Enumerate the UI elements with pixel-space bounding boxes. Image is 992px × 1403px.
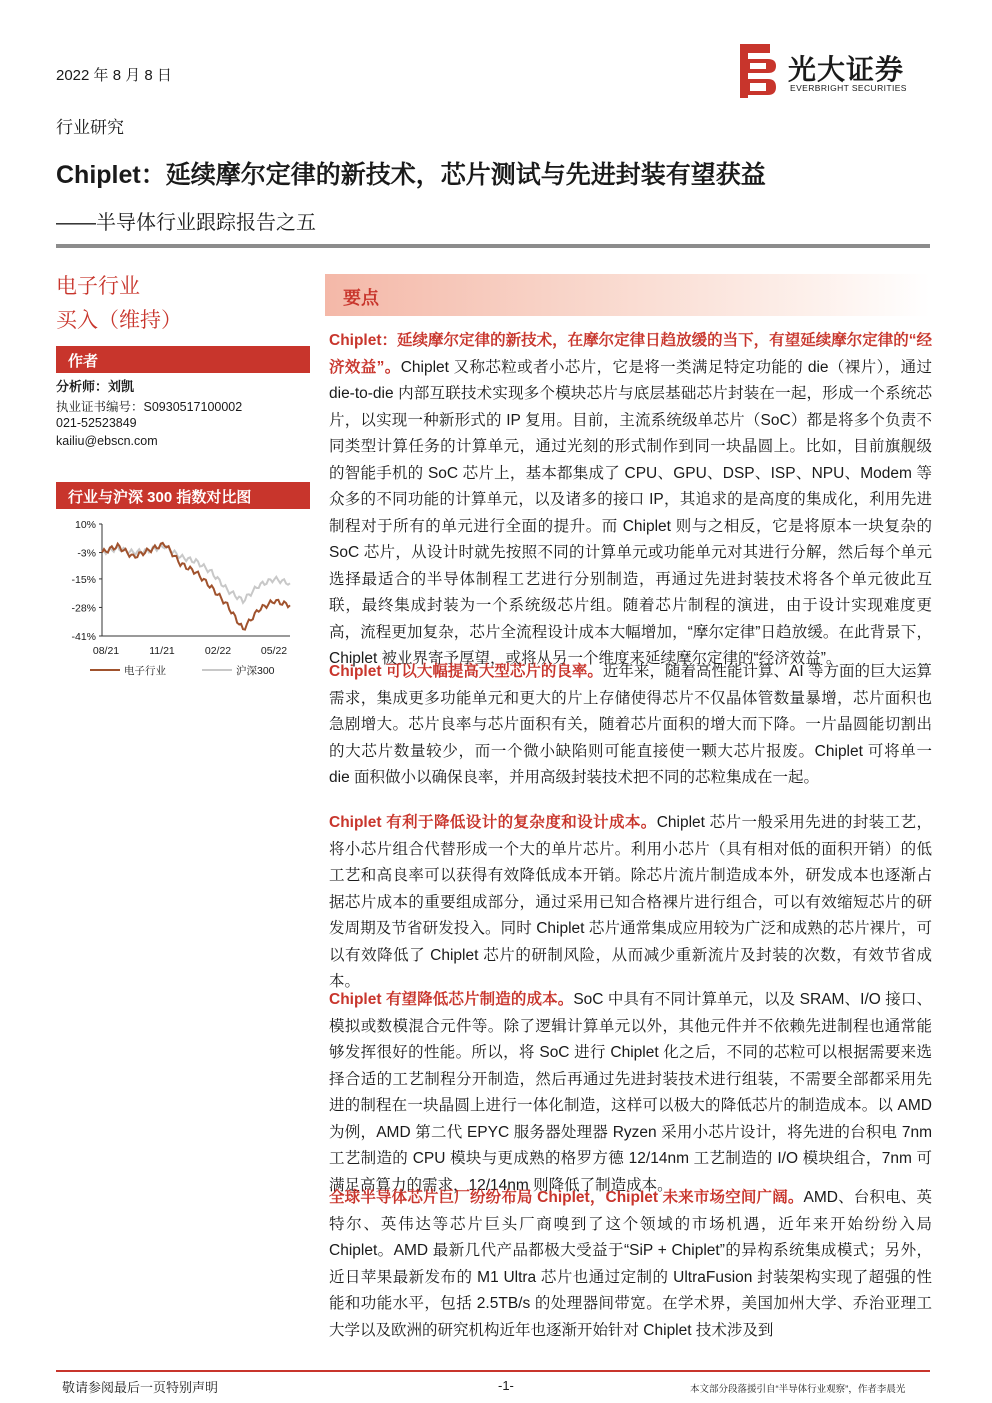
- sector-name: 电子行业: [56, 275, 140, 298]
- paragraph-body: Chiplet 又称芯粒或者小芯片，它是将一类满足特定功能的 die（裸片），通过 die-to-die 内部互联技术实现多个模块芯片与底层基础芯片封装在一起，形成一个系统芯片，以实现一种新形式的 IP 复用。目前，主流系统级单芯片（SoC）都是将多个负责不同类型计算任务的计算单元，通过光刻的形式制作到同一块晶圆上。比如，目前旗舰级的智能手机的 SoC 芯片上，基本都集成了 CPU、GPU、DSP、ISP、NPU、Modem 等众多的不同功能的计算单元，以及诸多的接口 IP，其追求的是高度的集成化，利用先进制程对于所有的单元进行全面的提升。而 Chiplet 则与之相反，它是将原本一块复杂的 SoC 芯片，从设计时就先按照不同的计算单元或功能单元对其进行分解，然后每个单元选择最适合的半导体制程工艺进行分别制造，再通过先进封装技术将各个单元彼此互联，最终集成封装为一个系统级芯片组。随着芯片制程的演进，由于设计实现难度更高，流程更加复杂，芯片全流程设计成本大幅增加，“摩尔定律”日趋放缓。在此背景下，Chiplet 被业界寄予厚望，或将从另一个维度来延续摩尔定律的“经济效益”。: [329, 358, 932, 667]
- investment-rating: 买入（维持）: [56, 309, 182, 332]
- paragraph-lead: Chiplet 有利于降低设计的复杂度和设计成本。: [329, 814, 657, 831]
- y-tick-label: -41%: [71, 631, 96, 643]
- paragraph-body: Chiplet 芯片一般采用先进的封装工艺，将小芯片组合代替形成一个大的单片芯片。利用小芯片（具有相对低的面积开销）的低工艺和高良率可以获得有效降低成本开销。除芯片流片制造成本外，研发成本也逐渐占据芯片成本的重要组成部分，通过采用已知合格裸片进行组合，可以有效缩短芯片的研发周期及节省研发投入。同时 Chiplet 芯片通常集成应用较为广泛和成熟的芯片裸片，可以有效降低了 Chiplet 芯片的研制风险，从而减少重新流片及封装的次数，有效节省成本。: [329, 814, 932, 990]
- y-tick-label: -3%: [77, 547, 96, 560]
- paragraph-body: 近年来，随着高性能计算、AI 等方面的巨大运算需求，集成更多功能单元和更大的片上存储使得芯片不仅晶体管数量暴增，芯片面积也急剧增大。芯片良率与芯片面积有关，随着芯片面积的增大而下降。一片晶圆能切割出的大芯片数量较少，而一个微小缺陷则可能直接使一颗大芯片报废。Chiplet 可将单一 die 面积做小以确保良率，并用高级封装技术把不同的芯粒集成在一起。: [329, 663, 932, 786]
- y-tick-label: 10%: [74, 519, 96, 531]
- report-category: 行业研究: [56, 118, 124, 137]
- everbright-logo-icon: [738, 42, 780, 100]
- key-point-paragraph: [329, 659, 932, 792]
- series-line-csi300: [102, 545, 290, 603]
- paragraph-lead: Chiplet 有望降低芯片制造的成本。: [329, 991, 574, 1008]
- key-points-label: 要点: [343, 288, 379, 308]
- analyst-email[interactable]: kailiu@ebscn.com: [56, 434, 158, 448]
- x-tick-label: 08/21: [92, 645, 120, 657]
- key-point-paragraph: [329, 810, 932, 996]
- legend-label: 沪深300: [236, 665, 275, 677]
- x-tick-label: 05/22: [260, 645, 288, 657]
- analyst-phone: 021-52523849: [56, 416, 137, 430]
- footer-divider: [56, 1370, 930, 1372]
- disclaimer-notice: 敬请参阅最后一页特别声明: [62, 1380, 219, 1395]
- report-date: 2022 年 8 月 8 日: [56, 67, 172, 84]
- key-point-paragraph: [329, 1185, 932, 1344]
- x-tick-label: 02/22: [204, 645, 232, 657]
- logo-english-name: EVERBRIGHT SECURITIES: [790, 83, 907, 93]
- paragraph-lead: 全球半导体芯片巨厂纷纷布局 Chiplet，Chiplet 未来市场空间广阔。: [329, 1189, 804, 1206]
- report-subtitle: ——半导体行业跟踪报告之五: [56, 212, 316, 234]
- key-points-banner: [325, 274, 930, 316]
- y-tick-label: -28%: [71, 602, 96, 615]
- title-divider: [56, 244, 930, 248]
- paragraph-lead: Chiplet：延续摩尔定律的新技术，在摩尔定律日趋放缓的当下，有望延续摩尔定律的“经济效益”。: [329, 332, 932, 376]
- paragraph-body: AMD、台积电、英特尔、英伟达等芯片巨头厂商嗅到了这个领域的市场机遇，近年来开始纷纷入局 Chiplet。AMD 最新几代产品都极大受益于“SiP + Chiplet”的异构系统集成模式；另外，近日苹果最新发布的 M1 Ultra 芯片也通过定制的 UltraFusion 封装架构实现了超强的性能和功能水平，包括 2.5TB/s 的处理器间带宽。在学术界，美国加州大学、乔治亚理工大学以及欧洲的研究机构近年也逐渐开始针对 Chiplet 技术涉及到: [329, 1189, 932, 1339]
- page-number: -1-: [498, 1378, 514, 1393]
- chart-section-header: 行业与沪深 300 指数对比图: [56, 482, 310, 509]
- legend-label: 电子行业: [124, 665, 166, 677]
- series-line-electronics: [102, 543, 290, 630]
- key-point-paragraph: [329, 987, 932, 1199]
- source-attribution: 本文部分段落援引自“半导体行业观察”，作者李晨光: [690, 1384, 906, 1395]
- author-section-header: 作者: [56, 346, 310, 373]
- analyst-cert-number: 执业证书编号：S0930517100002: [56, 400, 243, 414]
- index-comparison-chart: [56, 512, 310, 692]
- paragraph-lead: Chiplet 可以大幅提高大型芯片的良率。: [329, 663, 603, 680]
- company-logo: [738, 42, 938, 100]
- paragraph-body: SoC 中具有不同计算单元，以及 SRAM、I/O 接口、模拟或数模混合元件等。除了逻辑计算单元以外，其他元件并不依赖先进制程也通常能够发挥很好的性能。所以，将 SoC 进行 Chiplet 化之后，不同的芯粒可以根据需要来选择合适的工艺制程分开制造，然后再通过先进封装技术进行组装，不需要全部都采用先进的制程在一块晶圆上进行一体化制造，这样可以极大的降低芯片的制造成本。以 AMD 为例，AMD 第二代 EPYC 服务器处理器 Ryzen 采用小芯片设计，将先进的台积电 7nm 工艺制造的 CPU 模块与更成熟的格罗方德 12/14nm 工艺制造的 I/O 模块组合，7nm 可满足高算力的需求，12/14nm 则降低了制造成本。: [329, 991, 932, 1194]
- analyst-name: 分析师：刘凯: [56, 379, 135, 394]
- report-title: Chiplet：延续摩尔定律的新技术，芯片测试与先进封装有望获益: [56, 161, 766, 189]
- key-point-paragraph: [329, 328, 932, 673]
- logo-chinese-name: 光大证券: [788, 54, 905, 85]
- x-tick-label: 11/21: [149, 645, 175, 657]
- y-tick-label: -15%: [71, 573, 96, 586]
